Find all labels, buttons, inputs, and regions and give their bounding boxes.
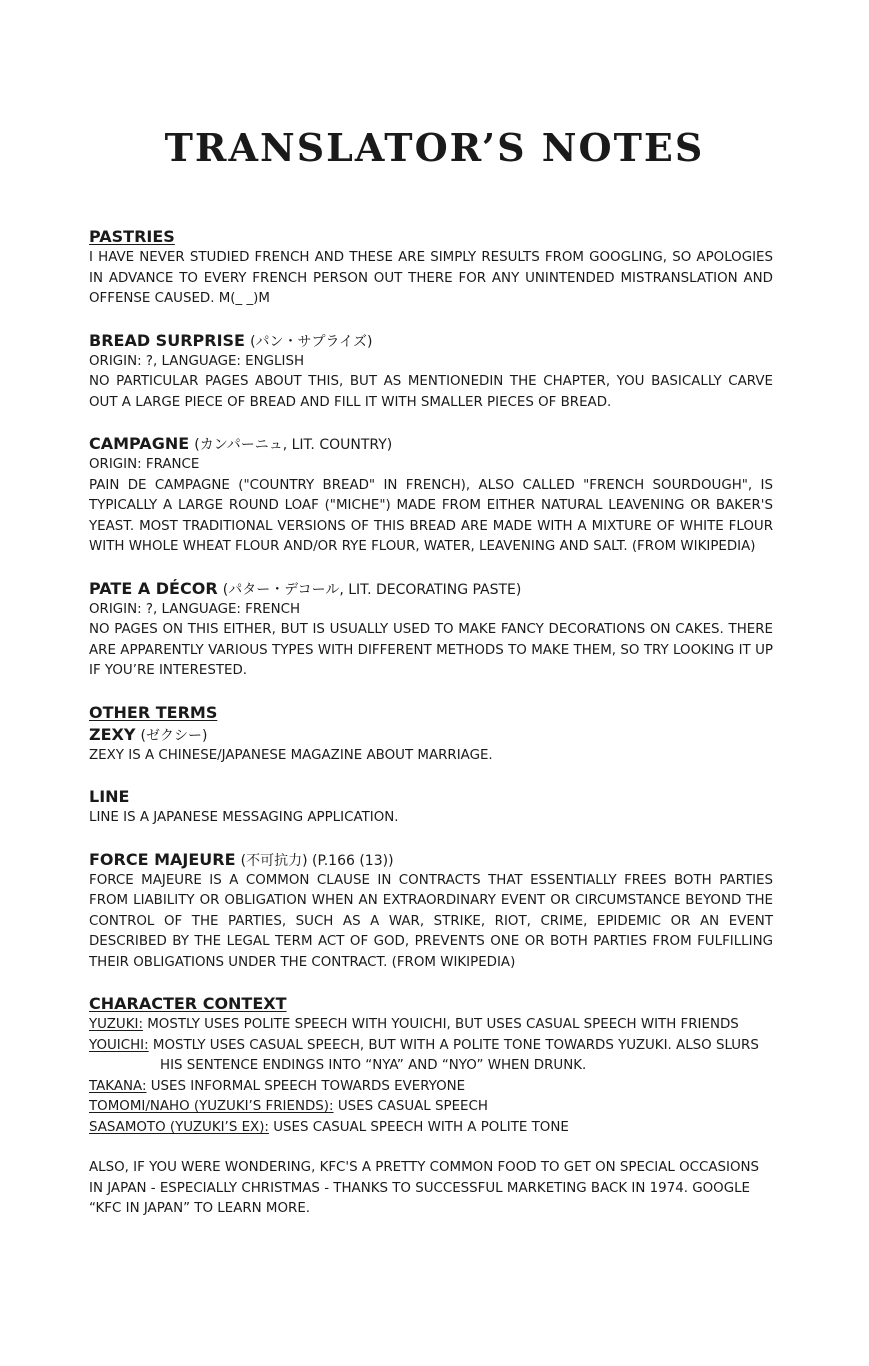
term-description: LINE IS A JAPANESE MESSAGING APPLICATION. xyxy=(89,810,399,825)
character-description: USES CASUAL SPEECH xyxy=(337,1099,488,1114)
character-name: SASAMOTO (YUZUKI’S EX): xyxy=(89,1119,269,1135)
term-name: CAMPAGNE xyxy=(89,434,190,453)
term-origin: ORIGIN: ?, LANGUAGE: ENGLISH xyxy=(89,353,305,369)
term-description: ZEXY IS A CHINESE/JAPANESE MAGAZINE ABOUT MARRIAGE. xyxy=(89,747,493,763)
term-description: NO PAGES ON THIS EITHER, BUT IS USUALLY USED TO MAKE FANCY DECORATIONS ON CAKES. THERE ARE APPARENTLY VARIOUS TYPES WITH DIFFERENT METHODS TO MAKE THEM, SO TRY LOOKING IT UP IF YOU’RE INTERESTED. xyxy=(89,622,773,678)
page-title: TRANSLATOR’S NOTES xyxy=(164,125,705,170)
term-description: PAIN DE CAMPAGNE ("COUNTRY BREAD" IN FRENCH), ALSO CALLED "FRENCH SOURDOUGH", IS TYPICALLY A LARGE ROUND LOAF ("MICHE") MADE FROM EITHER NATURAL LEAVENING OR BAKER'S YEAST. MOST TRADITIONAL VERSIONS OF THIS BREAD ARE MADE WITH A MIXTURE OF WHITE FLOUR WITH WHOLE WHEAT FLOUR AND/OR RYE FLOUR, WATER, LEAVENING AND SALT. (FROM WIKIPEDIA) xyxy=(89,477,773,554)
character-item-sasamoto xyxy=(89,1118,773,1139)
section-heading-other-terms: OTHER TERMS xyxy=(89,702,218,722)
entry-line xyxy=(89,786,773,829)
character-description-cont: HIS SENTENCE ENDINGS INTO “NYA” AND “NYO” WHEN DRUNK. xyxy=(160,1058,587,1073)
character-name: YUZUKI: xyxy=(89,1017,143,1032)
term-description: NO PARTICULAR PAGES ABOUT THIS, BUT AS MENTIONEDIN THE CHAPTER, YOU BASICALLY CARVE OUT A LARGE PIECE OF BREAD AND FILL IT WITH SMALLER PIECES OF BREAD. xyxy=(89,374,773,410)
term-note: (パン・サプライズ) xyxy=(250,333,373,350)
entry-campagne xyxy=(89,433,773,558)
entry-zexy xyxy=(89,724,773,767)
character-description: USES INFORMAL SPEECH TOWARDS EVERYONE xyxy=(150,1078,466,1094)
pastries-intro: I HAVE NEVER STUDIED FRENCH AND THESE ARE SIMPLY RESULTS FROM GOOGLING, SO APOLOGIES IN ADVANCE TO EVERY FRENCH PERSON OUT THERE FOR ANY UNINTENDED MISTRANSLATION AND OFFENSE CAUSED. M(_ _)M xyxy=(89,250,773,306)
entry-bread-surprise xyxy=(89,330,773,414)
character-item-tomomi-naho xyxy=(89,1097,773,1118)
character-item-yuzuki xyxy=(89,1015,773,1036)
term-name: BREAD SURPRISE xyxy=(89,330,245,350)
character-item-takana xyxy=(89,1077,773,1098)
term-note: (パター・デコール, LIT. DECORATING PASTE) xyxy=(222,581,522,598)
term-name: PATE A DÉCOR xyxy=(89,578,218,598)
character-name: YOUICHI: xyxy=(89,1037,149,1053)
term-description: FORCE MAJEURE IS A COMMON CLAUSE IN CONTRACTS THAT ESSENTIALLY FREES BOTH PARTIES FROM LIABILITY OR OBLIGATION WHEN AN EXTRAORDINARY EVENT OR CIRCUMSTANCE BEYOND THE CONTROL OF THE PARTIES, SUCH AS A WAR, STRIKE, RIOT, CRIME, EPIDEMIC OR AN EVENT DESCRIBED BY THE LEGAL TERM ACT OF GOD, PREVENTS ONE OR BOTH PARTIES FROM FULFILLING THEIR OBLIGATIONS UNDER THE CONTRACT. (FROM WIKIPEDIA) xyxy=(89,872,773,970)
term-origin: ORIGIN: ?, LANGUAGE: FRENCH xyxy=(89,601,301,617)
term-note: (不可抗力) (P.166 (13)) xyxy=(240,852,394,869)
entry-force-majeure xyxy=(89,849,773,974)
character-description: MOSTLY USES POLITE SPEECH WITH YOUICHI, BUT USES CASUAL SPEECH WITH FRIENDS xyxy=(147,1017,739,1032)
section-heading-pastries: PASTRIES xyxy=(89,227,175,246)
term-name: ZEXY xyxy=(89,724,136,744)
entry-pate-a-decor xyxy=(89,578,773,682)
term-note: (カンパーニュ, LIT. COUNTRY) xyxy=(194,437,393,453)
character-item-youichi xyxy=(89,1036,773,1077)
term-note: (ゼクシー) xyxy=(140,727,208,744)
section-heading-character-context: CHARACTER CONTEXT xyxy=(89,994,287,1013)
term-origin: ORIGIN: FRANCE xyxy=(89,457,200,472)
closing-line: ALSO, IF YOU WERE WONDERING, KFC'S A PRETTY COMMON FOOD TO GET ON SPECIAL OCCASIONS xyxy=(89,1160,760,1175)
term-name: FORCE MAJEURE xyxy=(89,849,236,869)
character-name: TAKANA: xyxy=(89,1078,147,1094)
notes-content xyxy=(89,226,773,1220)
closing-line: IN JAPAN - ESPECIALLY CHRISTMAS - THANKS TO SUCCESSFUL MARKETING BACK IN 1974. GOOGLE xyxy=(89,1180,751,1196)
term-name: LINE xyxy=(89,787,130,806)
character-description: MOSTLY USES CASUAL SPEECH, BUT WITH A POLITE TONE TOWARDS YUZUKI. ALSO SLURS xyxy=(152,1037,759,1053)
closing-line: “KFC IN JAPAN” TO LEARN MORE. xyxy=(89,1201,311,1216)
closing-note xyxy=(89,1158,773,1220)
character-description: USES CASUAL SPEECH WITH A POLITE TONE xyxy=(273,1119,569,1135)
character-name: TOMOMI/NAHO (YUZUKI’S FRIENDS): xyxy=(89,1099,334,1114)
